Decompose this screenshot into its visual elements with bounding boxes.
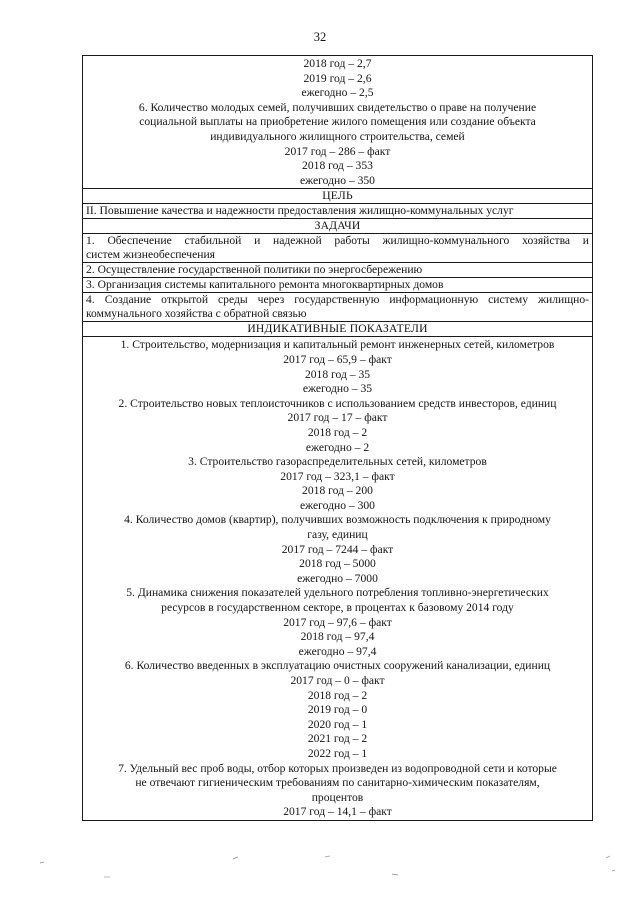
value-line: ежегодно – 35 [302, 382, 373, 396]
value-line: 2017 год – 286 – факт [284, 144, 391, 158]
indicator-title-line: 3. Строительство газораспределительных сетей, километров [188, 455, 487, 469]
task-text-line: 4. Создание открытой среды через государственную информационную систему жилищно- [86, 293, 589, 307]
indicator-title-line: 4. Количество домов (квартир), получивших возможность подключения к природному [124, 513, 551, 527]
value-line: 2018 год – 353 [302, 159, 373, 173]
scan-artifacts [0, 845, 640, 885]
value-line: 2017 год – 7244 – факт [281, 542, 394, 556]
indicator-title-line: 5. Динамика снижения показателей удельного потребления топливно-энергетических [126, 586, 549, 600]
value-line: 2018 год – 2 [307, 425, 368, 439]
indicator-title-line: индивидуального жилищного строительства, семей [210, 129, 465, 143]
value-line: 2018 год – 2 [307, 688, 368, 702]
value-line: 2017 год – 65,9 – факт [283, 352, 392, 366]
task-item [83, 233, 592, 262]
task-text-line: коммунального хозяйства с обратной связью [86, 307, 307, 321]
value-line: 2017 год – 0 – факт [290, 674, 385, 687]
indicator-title-line: 7. Удельный вес проб воды, отбор которых произведен из водопроводной сети и которые [118, 761, 557, 775]
continuation-values-block [83, 56, 592, 188]
value-line: 2017 год – 17 – факт [287, 411, 388, 425]
task-text-line: 1. Обеспечение стабильной и надежной работы жилищно-коммунального хозяйства и [86, 234, 589, 248]
indicator-title-line: социальной выплаты на приобретение жилого помещения или создание объекта [139, 115, 536, 129]
task-text-line: 3. Организация системы капитального ремонта многоквартирных домов [86, 278, 444, 292]
value-line: 2017 год – 323,1 – факт [280, 469, 395, 483]
value-line: 2022 год – 1 [307, 746, 368, 760]
value-line: 2018 год – 5000 [299, 557, 376, 571]
value-line: ежегодно – 2 [305, 440, 370, 454]
goal-text: II. Повышение качества и надежности предоставления жилищно-коммунальных услуг [83, 203, 592, 218]
tasks-heading: ЗАДАЧИ [83, 218, 592, 233]
indicator-title-line: 6. Количество молодых семей, получивших свидетельство о праве на получение [138, 100, 537, 114]
indicator-title-line: ресурсов в государственном секторе, в процентах к базовому 2014 году [161, 601, 514, 615]
value-line: 2019 год – 0 [307, 703, 368, 717]
value-line: 2017 год – 14,1 – факт [283, 805, 392, 819]
value-line: 2018 год – 97,4 [300, 630, 375, 644]
indicators-heading: ИНДИКАТИВНЫЕ ПОКАЗАТЕЛИ [83, 321, 592, 336]
value-line: 2021 год – 2 [307, 732, 368, 746]
indicators-block [83, 336, 592, 820]
task-text-line: 2. Осуществление государственной политики по энергосбережению [86, 263, 423, 277]
task-item [83, 292, 592, 321]
value-line: ежегодно – 97,4 [298, 644, 377, 658]
indicator-title-line: 2. Строительство новых теплоисточников с использованием средств инвесторов, единиц [118, 396, 557, 410]
value-line: 2018 год – 2,7 [303, 57, 372, 70]
program-indicators-table [82, 55, 593, 821]
value-line: ежегодно – 350 [300, 173, 375, 187]
indicator-title-line: процентов [311, 790, 364, 804]
value-line: ежегодно – 300 [300, 498, 375, 512]
value-line: ежегодно – 2,5 [301, 86, 374, 100]
task-item [83, 262, 592, 277]
task-item [83, 277, 592, 292]
value-line: 2017 год – 97,6 – факт [283, 615, 392, 629]
value-line: 2019 год – 2,6 [303, 71, 372, 85]
indicator-title-line: 1. Строительство, модернизация и капитальный ремонт инженерных сетей, километров [120, 338, 555, 352]
task-text-line: систем жизнеобеспечения [86, 248, 215, 262]
value-line: 2018 год – 35 [304, 367, 371, 381]
value-line: 2018 год – 200 [302, 484, 373, 498]
page-number: 32 [313, 30, 327, 44]
value-line: ежегодно – 7000 [297, 571, 378, 585]
goal-heading: ЦЕЛЬ [83, 188, 592, 203]
indicator-title-line: газу, единиц [307, 528, 368, 542]
indicator-title-line: 6. Количество введенных в эксплуатацию очистных сооружений канализации, единиц [124, 659, 551, 673]
value-line: 2020 год – 1 [307, 717, 368, 731]
indicator-title-line: не отвечают гигиеническим требованиям по санитарно-химическим показателям, [135, 776, 540, 790]
